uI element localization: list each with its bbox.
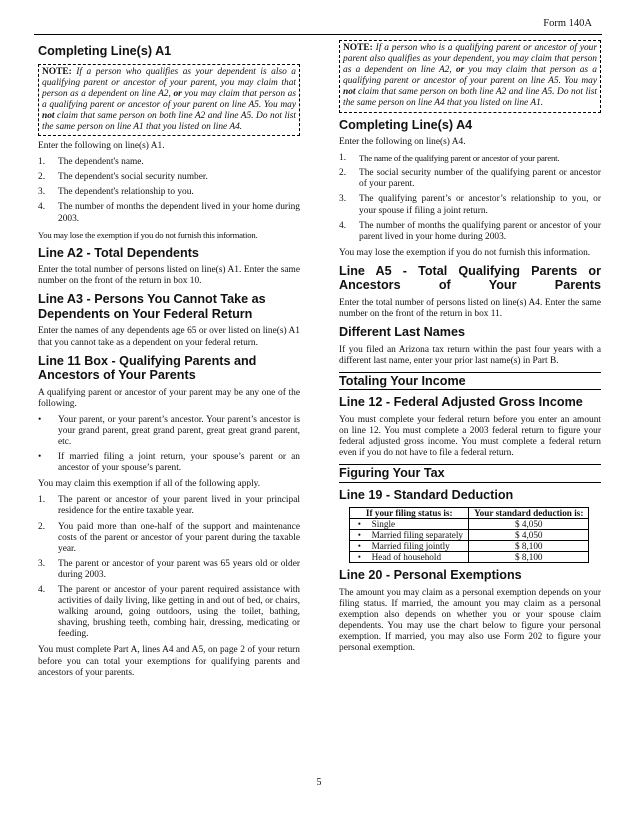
- item-text: The number of months the qualifying parent or ancestor of your parent lived in your home during 2003.: [359, 220, 601, 242]
- list-item: [38, 187, 300, 198]
- note-emphasis-or: or: [455, 65, 465, 76]
- item-number: 1.: [38, 157, 46, 168]
- different-last-names-text: If you filed an Arizona tax return within the past four years with a different last name, enter your prior last name(s) in Part B.: [339, 344, 601, 366]
- list-item: [38, 157, 300, 168]
- form-number: Form 140A: [543, 18, 592, 29]
- deduction-header: Your standard deduction is:: [469, 508, 589, 519]
- a3-text: Enter the names of any dependents age 65 or over listed on line(s) A1 that you cannot take as a dependent on your federal return.: [38, 326, 300, 348]
- item-text: The parent or ancestor of your parent was 65 years old or older during 2003.: [58, 558, 300, 580]
- a4-heading: Completing Line(s) A4: [339, 117, 473, 132]
- table-row: [350, 519, 589, 530]
- a4-intro: Enter the following on line(s) A4.: [339, 137, 466, 148]
- note-emphasis-not: not: [42, 110, 55, 121]
- bullet-item: [38, 415, 300, 448]
- bullet-text: Your parent, or your parent’s ancestor. Your parent’s ancestor is your grand parent, great grand parent, great great grand parent, etc.: [58, 414, 300, 447]
- item-number: 4.: [38, 585, 46, 595]
- a1-warning: You may lose the exemption if you do not furnish this information.: [38, 229, 258, 240]
- line11-claim: You may claim this exemption if all of the following apply.: [38, 479, 261, 490]
- a2-heading: Line A2 - Total Dependents: [38, 245, 199, 260]
- list-item: [38, 559, 300, 581]
- list-item: [38, 585, 300, 640]
- deduction-amount-cell: $ 8,100: [469, 552, 589, 563]
- a5-heading: Line A5 - Total Qualifying Parents or Ancestors of Your Parents: [339, 263, 601, 293]
- bullet-icon: •: [350, 541, 369, 552]
- list-item: [339, 221, 601, 243]
- filing-status-cell: Married filing separately: [369, 530, 469, 541]
- deduction-amount-cell: $ 8,100: [469, 541, 589, 552]
- bullet-icon: •: [38, 414, 42, 425]
- a1-list: [38, 157, 300, 224]
- line11-heading: Line 11 Box - Qualifying Parents and Ancestors of Your Parents: [38, 353, 257, 383]
- a4-warning: You may lose the exemption if you do not furnish this information.: [339, 247, 591, 258]
- item-number: 2.: [38, 172, 46, 183]
- item-text: The social security number of the qualifying parent or ancestor of your parent.: [359, 168, 601, 190]
- item-text: The parent or ancestor of your parent required assistance with activities of daily living, like getting in and out of bed, or chairs, walking around, going outdoors, using the toilet, bathing, shaving, brushing teeth, combing hair, dressing, medicating or feeding.: [58, 585, 300, 640]
- item-text: The number of months the dependent lived in your home during 2003.: [58, 202, 300, 224]
- item-text: The dependent's social security number.: [58, 172, 208, 183]
- bullet-icon: •: [38, 452, 42, 463]
- header-rule: [34, 34, 602, 35]
- figuring-tax-heading: Figuring Your Tax: [339, 464, 601, 483]
- list-item: [38, 172, 300, 183]
- bullet-icon: •: [350, 519, 369, 530]
- list-item: [339, 168, 601, 190]
- table-row: [350, 530, 589, 541]
- a1-intro: Enter the following on line(s) A1.: [38, 141, 165, 152]
- item-number: 3.: [38, 187, 46, 198]
- deduction-amount-cell: $ 4,050: [469, 519, 589, 530]
- bullet-icon: •: [350, 530, 369, 541]
- line20-text: The amount you may claim as a personal exemption depends on your filing status. If married, the amount you may claim as a personal exemption also depends on whether you or your spouse claim dependents. You may use the chart below to figure your personal exemption. If married, you may also use Form 202 to figure your personal exemption.: [339, 587, 601, 654]
- a5-text: Enter the total number of persons listed on line(s) A4. Enter the same number on the front of the return in box 11.: [339, 297, 601, 319]
- line19-heading: Line 19 - Standard Deduction: [339, 487, 514, 502]
- note-text: If a person who qualifies as your dependent is also a qualifying parent or ancestor of your parent, you may claim that person as a dependent on line A2,: [42, 66, 296, 99]
- table-header-row: [350, 508, 589, 519]
- filing-status-cell: Single: [369, 519, 469, 530]
- item-number: 1.: [339, 153, 347, 164]
- line20-heading: Line 20 - Personal Exemptions: [339, 568, 522, 583]
- item-number: 2.: [38, 521, 46, 532]
- bullet-item: [38, 452, 300, 474]
- item-text: The name of the qualifying parent or ancestor of your parent.: [359, 153, 560, 164]
- note-label: NOTE:: [343, 43, 373, 53]
- deduction-amount-cell: $ 4,050: [469, 530, 589, 541]
- totaling-income-heading: Totaling Your Income: [339, 372, 601, 391]
- standard-deduction-table: [349, 507, 589, 563]
- a2-text: Enter the total number of persons listed on line(s) A1. Enter the same number on the front of the return in box 10.: [38, 265, 300, 287]
- line12-heading: Line 12 - Federal Adjusted Gross Income: [339, 395, 583, 410]
- note-label: NOTE:: [42, 66, 72, 77]
- item-text: The dependent's name.: [58, 157, 144, 168]
- note-text: claim that same person on both line A2 and line A5. Do not list the same person on line A1 that you listed on line A4.: [42, 110, 296, 132]
- note-emphasis-not: not: [343, 87, 356, 98]
- a3-heading: Line A3 - Persons You Cannot Take as Dependents on Your Federal Return: [38, 292, 266, 321]
- note-text: claim that same person on both line A2 and line A5. Do not list the same person on line A4 that you listed on line A1.: [343, 87, 597, 109]
- item-number: 4.: [339, 220, 347, 231]
- list-item: [38, 202, 300, 224]
- line11-bullets: [38, 415, 300, 474]
- list-item: [38, 495, 300, 517]
- filing-status-cell: Married filing jointly: [369, 541, 469, 552]
- list-item: [38, 522, 300, 555]
- item-text: The qualifying parent’s or ancestor’s relationship to you, or your spouse if filing a joint return.: [359, 194, 601, 216]
- bullet-text: If married filing a joint return, your spouse’s parent or an ancestor of your spouse’s parent.: [58, 452, 300, 474]
- item-number: 4.: [38, 202, 46, 213]
- left-column: [38, 40, 300, 684]
- a1-heading: Completing Line(s) A1: [38, 44, 172, 58]
- different-last-names-heading: Different Last Names: [339, 325, 465, 340]
- item-text: The dependent's relationship to you.: [58, 187, 194, 198]
- right-column: [339, 40, 601, 659]
- item-text: The parent or ancestor of your parent lived in your principal residence for the entire taxable year.: [58, 495, 300, 517]
- note-emphasis-or: or: [173, 88, 182, 99]
- list-item: [339, 153, 601, 164]
- note-text: If a person who is a qualifying parent or ancestor of your parent also qualifies as your dependent, you may claim that person as a dependent on line A2,: [343, 43, 597, 76]
- bullet-icon: •: [350, 552, 369, 563]
- line12-text: You must complete your federal return before you enter an amount on line 12. You must complete a 2003 federal return to figure your federal adjusted gross income. You must complete a federal return even if you do not have to file a federal return.: [339, 414, 601, 459]
- page-number: 5: [316, 777, 322, 788]
- table-row: [350, 552, 589, 563]
- item-number: 3.: [339, 194, 347, 205]
- filing-status-cell: Head of household: [369, 552, 469, 563]
- a1-note-box: [38, 64, 300, 137]
- filing-status-header: If your filing status is:: [350, 508, 469, 519]
- note-text: you may claim that person as a qualifying parent or ancestor of your parent on line A5. You may: [343, 65, 597, 87]
- line11-text: A qualifying parent or ancestor of your parent may be any one of the following.: [38, 387, 300, 409]
- a4-list: [339, 153, 601, 243]
- line11-complete: You must complete Part A, lines A4 and A5, on page 2 of your return before you can total your exemptions for qualifying parents and ancestors of your parents.: [38, 645, 300, 678]
- a4-note-box: [339, 40, 601, 113]
- item-number: 1.: [38, 495, 46, 506]
- item-number: 2.: [339, 168, 347, 179]
- list-item: [339, 194, 601, 216]
- note-text: you may claim that person as a qualifying parent or ancestor of your parent on line A5. You may: [42, 88, 296, 110]
- item-number: 3.: [38, 558, 46, 569]
- table-row: [350, 541, 589, 552]
- item-text: You paid more than one-half of the support and maintenance costs of the parent or ancestor of your parent during the taxable year.: [58, 521, 300, 554]
- line11-conditions: [38, 495, 300, 640]
